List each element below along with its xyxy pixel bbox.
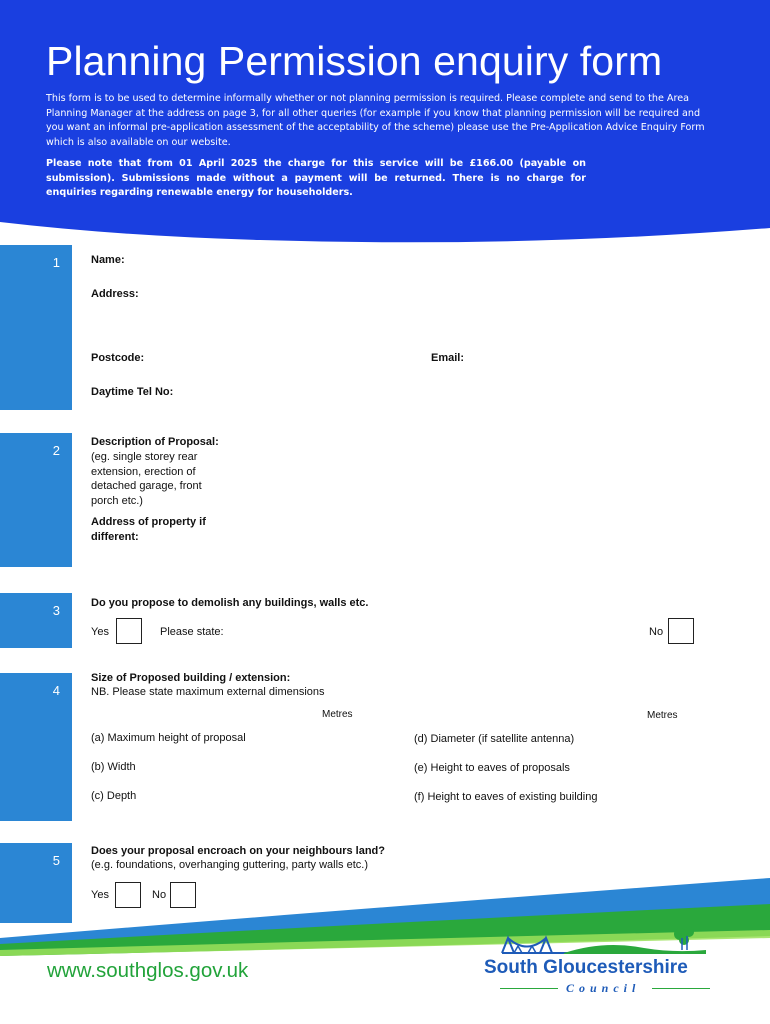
page-title: Planning Permission enquiry form [46,38,663,84]
section-number: 2 [52,443,60,458]
yes-label: Yes [91,889,109,901]
logo-divider-right [652,988,710,989]
website-link[interactable]: www.southglos.gov.uk [47,959,249,982]
no-label: No [152,889,167,901]
tel-label: Daytime Tel No: [91,386,174,398]
section-number: 1 [52,255,60,270]
description-label: Description of Proposal: [91,436,219,448]
max-height-label: (a) Maximum height of proposal [91,732,246,744]
description-hint: (eg. single storey rear extension, erection of detached garage, front porch etc.) [91,451,202,507]
yes-label: Yes [91,626,109,638]
charge-note: Please note that from 01 April 2025 the charge for this service will be £166.00 (payable on submission). Submissions made without a payment will be returned. There is no charge for enquiries regarding renewable energy for householders. [46,158,586,199]
logo-divider-left [500,988,558,989]
metres-label-left: Metres [322,709,353,720]
section-number: 5 [52,853,60,868]
encroach-question: Does your proposal encroach on your neighbours land? [91,845,385,857]
section-number: 3 [52,603,60,618]
postcode-label: Postcode: [91,352,145,364]
name-label: Name: [91,254,125,266]
section-tab-2 [0,433,72,567]
diameter-label: (d) Diameter (if satellite antenna) [414,733,575,745]
size-note: NB. Please state maximum external dimensions [91,686,325,698]
email-label: Email: [431,352,465,364]
address-label: Address: [91,288,139,300]
council-logo-name: South Gloucestershire [484,957,688,978]
intro-text: This form is to be used to determine informally whether or not planning permission is required. Please complete and send to the Area Planning Manager at the address on page 3, for all other queries (for example if you know that planning permission will be required and you want an informal pre-application assessment of the acceptability of the scheme) please use the Pre-Application Advice Enquiry Form which is also available on our website. [46,93,705,148]
no-label: No [649,626,664,638]
eaves-proposal-label: (e) Height to eaves of proposals [414,762,570,774]
section-tab-4 [0,673,72,821]
council-logo-sub: Council [566,981,641,995]
demolish-question: Do you propose to demolish any buildings, walls etc. [91,597,369,609]
demolish-yes-checkbox[interactable] [116,618,142,644]
section-tab-3 [0,593,72,648]
metres-label-right: Metres [647,710,678,721]
section-number: 4 [52,683,60,698]
section-tab-1 [0,245,72,410]
eaves-existing-label: (f) Height to eaves of existing building [414,791,598,803]
demolish-no-checkbox[interactable] [668,618,694,644]
depth-label: (c) Depth [91,790,137,802]
please-state-label: Please state: [160,626,224,638]
property-address-label: Address of property if different: [91,516,206,543]
encroach-hint: (e.g. foundations, overhanging guttering, party walls etc.) [91,859,368,871]
width-label: (b) Width [91,761,136,773]
size-heading: Size of Proposed building / extension: [91,672,291,684]
